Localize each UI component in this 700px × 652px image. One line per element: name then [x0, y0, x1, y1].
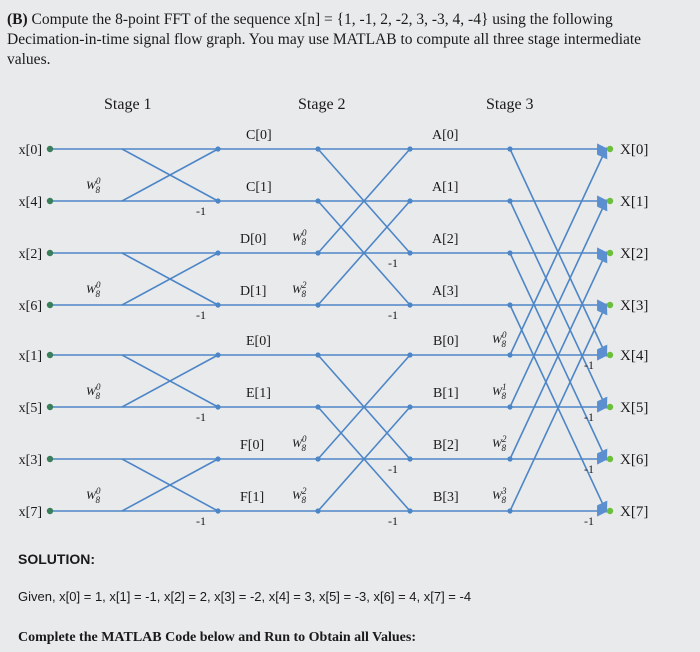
stage1-twiddle-3: $W^0$ 8 [86, 486, 101, 505]
stage1-label-2: D[0] [240, 232, 267, 247]
stage2-node-6 [407, 456, 412, 461]
output-label-4: X[4] [620, 348, 649, 364]
stage-2-label: Stage 2 [298, 96, 346, 113]
stage1-label-3: D[1] [240, 284, 267, 299]
stage2-node-2 [407, 250, 412, 255]
stage3-twiddle-0: $W^0$ 8 [492, 330, 507, 349]
stage1-node-1 [215, 198, 220, 203]
stage2-label-0: A[0] [432, 128, 459, 143]
output-node-5 [607, 404, 613, 410]
input-label-2: x[2] [18, 247, 42, 262]
output-node-2 [607, 250, 613, 256]
input-label-7: x[7] [18, 505, 42, 520]
input-label-3: x[6] [18, 299, 42, 314]
stage1-node-4 [215, 352, 220, 357]
stage2-in-node-3 [315, 302, 320, 307]
stage1-twiddle-0: $W^0$ 8 [86, 176, 101, 195]
stage3-minus-one-4: -1 [584, 358, 594, 372]
problem-text: Compute the 8-point FFT of the sequence x[n] = {1, -1, 2, -2, 3, -3, 4, -4} using the following Decimation-in-time signal flow graph. You may use MATLAB to compute all three stage intermediate values. [7, 11, 642, 68]
input-node-2 [47, 250, 53, 256]
input-label-6: x[3] [18, 453, 42, 468]
stage2-minus-one-3: -1 [388, 308, 398, 322]
stage2-in-node-5 [315, 404, 320, 409]
stage3-in-node-7 [507, 508, 512, 513]
output-label-2: X[2] [620, 246, 649, 262]
stage2-in-node-6 [315, 456, 320, 461]
flow-edges [52, 149, 606, 511]
input-node-3 [47, 302, 53, 308]
stage3-in-node-5 [507, 404, 512, 409]
input-node-5 [47, 404, 53, 410]
stage2-in-node-4 [315, 352, 320, 357]
stage1-label-7: F[1] [240, 490, 265, 505]
stage1-twiddle-2: $W^0$ 8 [86, 382, 101, 401]
stage2-minus-one-6: -1 [388, 462, 398, 476]
input-label-4: x[1] [18, 349, 42, 364]
input-label-5: x[5] [18, 401, 42, 416]
stage3-minus-one-5: -1 [584, 410, 594, 424]
stage2-node-5 [407, 404, 412, 409]
stage1-label-0: C[0] [246, 128, 272, 143]
stage1-node-6 [215, 456, 220, 461]
input-label-1: x[4] [18, 195, 42, 210]
stage1-label-1: C[1] [246, 180, 272, 195]
stage1-label-6: F[0] [240, 438, 265, 453]
stage2-label-2: A[2] [432, 232, 459, 247]
stage2-twiddle-2: $W^0$ 8 [292, 434, 307, 453]
stage3-in-node-0 [507, 146, 512, 151]
stage3-in-node-3 [507, 302, 512, 307]
stage2-in-node-1 [315, 198, 320, 203]
output-node-4 [607, 352, 613, 358]
given-values: Given, x[0] = 1, x[1] = -1, x[2] = 2, x[3] = -2, x[4] = 3, x[5] = -3, x[6] = 4, x[7] = -4 [18, 589, 472, 604]
output-label-0: X[0] [620, 142, 649, 158]
stage1-twiddle-1: $W^0$ 8 [86, 280, 101, 299]
output-node-1 [607, 198, 613, 204]
stage3-twiddle-2: $W^2$ 8 [492, 434, 507, 453]
stage2-in-node-2 [315, 250, 320, 255]
stage2-in-node-0 [315, 146, 320, 151]
stage2-twiddle-0: $W^0$ 8 [292, 228, 307, 247]
stage2-node-4 [407, 352, 412, 357]
stage1-node-3 [215, 302, 220, 307]
stage3-in-node-6 [507, 456, 512, 461]
output-label-3: X[3] [620, 298, 649, 314]
stage3-minus-one-6: -1 [584, 462, 594, 476]
stage1-label-4: E[0] [246, 334, 271, 349]
stage2-label-4: B[0] [433, 334, 459, 349]
output-node-7 [607, 508, 613, 514]
output-label-6: X[6] [620, 452, 649, 468]
output-node-3 [607, 302, 613, 308]
stage2-twiddle-3: $W^2$ 8 [292, 486, 307, 505]
stage1-minus-one-7: -1 [196, 514, 206, 528]
stage1-node-0 [215, 146, 220, 151]
stage2-label-5: B[1] [433, 386, 459, 401]
solution-title: SOLUTION: [18, 551, 95, 567]
input-node-4 [47, 352, 53, 358]
stage3-twiddle-3: $W^3$ 8 [492, 486, 507, 505]
matlab-instruction: Complete the MATLAB Code below and Run to Obtain all Values: [18, 630, 417, 645]
flow-labels [19, 128, 649, 528]
stage2-node-0 [407, 146, 412, 151]
stage3-in-node-4 [507, 352, 512, 357]
problem-prefix: (B) [7, 11, 28, 28]
stage1-minus-one-1: -1 [196, 204, 206, 218]
input-label-0: x[0] [18, 143, 42, 158]
stage2-label-1: A[1] [432, 180, 459, 195]
stage1-minus-one-5: -1 [196, 410, 206, 424]
input-node-0 [47, 146, 53, 152]
output-node-0 [607, 146, 613, 152]
stage2-node-3 [407, 302, 412, 307]
output-label-1: X[1] [620, 194, 649, 210]
stage2-label-6: B[2] [433, 438, 459, 453]
stage3-twiddle-1: $W^1$ 8 [492, 382, 507, 401]
stage-1-label: Stage 1 [104, 96, 152, 113]
stage3-in-node-2 [507, 250, 512, 255]
output-label-7: X[7] [620, 504, 649, 520]
stage1-node-5 [215, 404, 220, 409]
stage2-node-1 [407, 198, 412, 203]
input-node-1 [47, 198, 53, 204]
stage2-in-node-7 [315, 508, 320, 513]
stage-3-label: Stage 3 [486, 96, 534, 113]
input-node-6 [47, 456, 53, 462]
stage2-label-7: B[3] [433, 490, 459, 505]
stage2-minus-one-2: -1 [388, 256, 398, 270]
stage2-twiddle-1: $W^2$ 8 [292, 280, 307, 299]
stage1-label-5: E[1] [246, 386, 271, 401]
stage2-label-3: A[3] [432, 284, 459, 299]
stage1-minus-one-3: -1 [196, 308, 206, 322]
stage1-node-2 [215, 250, 220, 255]
stage2-node-7 [407, 508, 412, 513]
output-label-5: X[5] [620, 400, 649, 416]
stage3-in-node-1 [507, 198, 512, 203]
input-node-7 [47, 508, 53, 514]
output-node-6 [607, 456, 613, 462]
stage3-minus-one-7: -1 [584, 514, 594, 528]
stage1-node-7 [215, 508, 220, 513]
stage2-minus-one-7: -1 [388, 514, 398, 528]
